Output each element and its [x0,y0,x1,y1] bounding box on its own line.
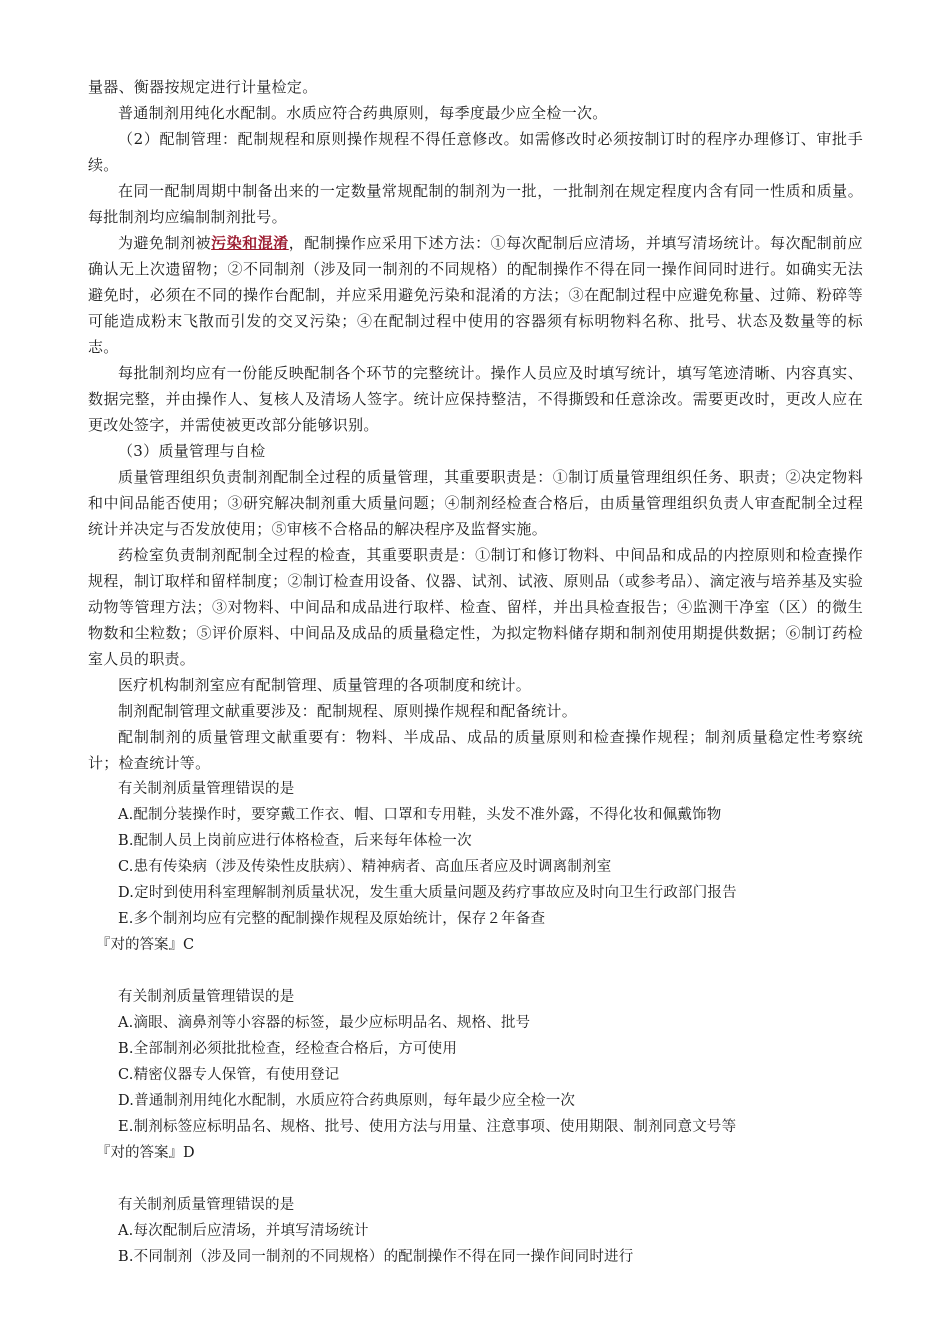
document-page [88,74,863,1270]
option-b: B.配制人员上岗前应进行体格检查，后来每年体检一次 [118,833,472,849]
question-stem: 有关制剂质量管理错误的是 [118,781,295,797]
option-a: A.滴眼、滴鼻剂等小容器的标签，最少应标明品名、规格、批号 [118,1015,531,1031]
highlighted-term: 污染和混淆 [211,234,289,252]
paragraph-institution-rules: 医疗机构制剂室应有配制管理、质量管理的各项制度和统计。 [118,676,532,694]
paragraph-quality-documents: 配制制剂的质量管理文献重要有：物料、半成品、成品的质量原则和检查操作规程；制剂质量稳定性考察统计；检查统计等。 [88,728,863,772]
paragraph-purified-water: 普通制剂用纯化水配制。水质应符合药典原则，每季度最少应全检一次。 [118,104,608,122]
option-c: C.精密仪器专人保管，有使用登记 [118,1067,340,1083]
correct-answer: 『对的答案』C [96,937,195,953]
option-a: A.每次配制后应清场，并填写清场统计 [118,1223,369,1239]
question-stem: 有关制剂质量管理错误的是 [118,989,295,1005]
paragraph-preparation-management: （2）配制管理：配制规程和原则操作规程不得任意修改。如需修改时必须按制订时的程序办理修订、审批手续。 [88,130,863,174]
contamination-pre-text: 为避免制剂被 [118,234,212,252]
paragraph-batch-definition: 在同一配制周期中制备出来的一定数量常规配制的制剂为一批，一批制剂在规定程度内含有同一性质和质量。每批制剂均应编制制剂批号。 [88,182,863,226]
option-a: A.配制分装操作时，要穿戴工作衣、帽、口罩和专用鞋，头发不准外露，不得化妆和佩戴饰物 [118,807,722,823]
option-e: E.制剂标签应标明品名、规格、批号、使用方法与用量、注意事项、使用期限、制剂同意文号等 [118,1119,737,1135]
question-block-3 [88,1192,863,1270]
paragraph-contamination [88,230,863,360]
section-heading-quality: （3）质量管理与自检 [118,442,266,460]
question-block-2 [88,984,863,1166]
option-b: B.全部制剂必须批批检查，经检查合格后，方可使用 [118,1041,458,1057]
correct-answer: 『对的答案』D [96,1145,195,1161]
option-d: D.定时到使用科室理解制剂质量状况，发生重大质量问题及药疗事故应及时向卫生行政部门报告 [118,885,737,901]
question-stem: 有关制剂质量管理错误的是 [118,1197,295,1213]
option-c: C.患有传染病（涉及传染性皮肤病）、精神病者、高血压者应及时调离制剂室 [118,859,612,875]
option-b: B.不同制剂（涉及同一制剂的不同规格）的配制操作不得在同一操作间同时进行 [118,1249,634,1265]
question-block-1 [88,776,863,958]
paragraph-quality-organization: 质量管理组织负责制剂配制全过程的质量管理，其重要职责是：①制订质量管理组织任务、职责；②决定物料和中间品能否使用；③研究解决制剂重大质量问题；④制剂经检查合格后，由质量管理组织负责人审查配制全过程统计并决定与否发放使用；⑤审核不合格品的解决程序及监督实施。 [88,468,863,538]
paragraph-preparation-documents: 制剂配制管理文献重要涉及：配制规程、原则操作规程和配备统计。 [118,702,578,720]
paragraph-measuring: 量器、衡器按规定进行计量检定。 [88,78,318,96]
option-d: D.普通制剂用纯化水配制，水质应符合药典原则，每年最少应全检一次 [118,1093,576,1109]
contamination-post-text: ，配制操作应采用下述方法：①每次配制后应清场，并填写清场统计。每次配制前应确认无上次遗留物；②不同制剂（涉及同一制剂的不同规格）的配制操作不得在同一操作间同时进行。如确实无法避免时，必须在不同的操作台配制，并应采用避免污染和混淆的方法；③在配制过程中应避免称量、过筛、粉碎等可能造成粉末飞散而引发的交叉污染；④在配制过程中使用的容器须有标明物料名称、批号、状态及数量等的标志。 [88,234,863,356]
option-e: E.多个制剂均应有完整的配制操作规程及原始统计，保存２年备查 [118,911,546,927]
paragraph-batch-records: 每批制剂均应有一份能反映配制各个环节的完整统计。操作人员应及时填写统计，填写笔迹清晰、内容真实、数据完整，并由操作人、复核人及清场人签字。统计应保持整洁，不得撕毁和任意涂改。需要更改时，更改人应在更改处签字，并需使被更改部分能够识别。 [88,364,863,434]
paragraph-drug-testing-room: 药检室负责制剂配制全过程的检查，其重要职责是：①制订和修订物料、中间品和成品的内控原则和检查操作规程，制订取样和留样制度；②制订检查用设备、仪器、试剂、试液、原则品（或参考品）、滴定液与培养基及实验动物等管理方法；③对物料、中间品和成品进行取样、检查、留样，并出具检查报告；④监测干净室（区）的微生物数和尘粒数；⑤评价原料、中间品及成品的质量稳定性，为拟定物料储存期和制剂使用期提供数据；⑥制订药检室人员的职责。 [88,546,863,668]
